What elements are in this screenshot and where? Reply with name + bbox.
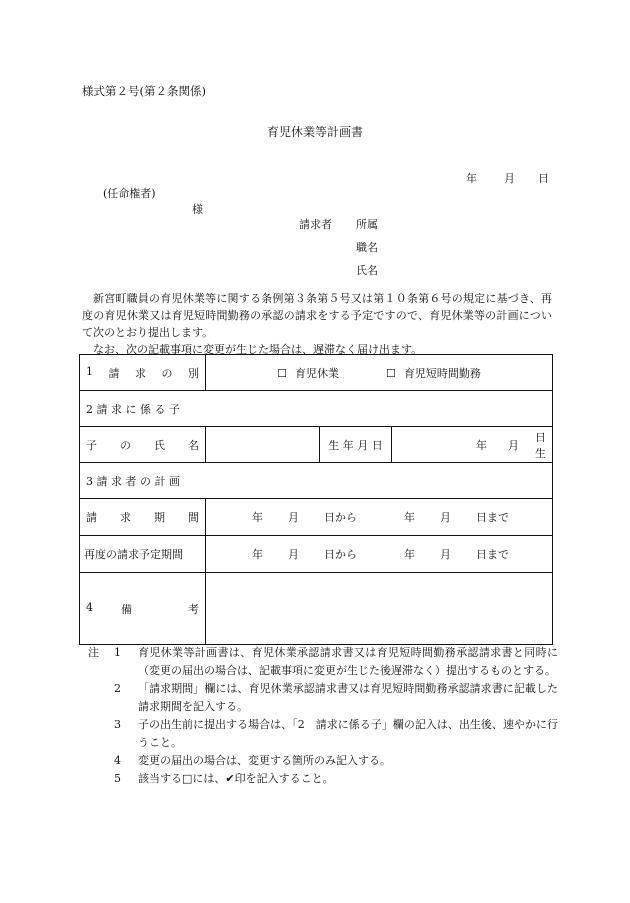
child-name-label-cell: [80, 427, 206, 463]
plan-section-label: 3 請 求 者 の 計 画: [80, 463, 553, 499]
re-period-start-from: 日から: [324, 548, 357, 561]
note-text: 「請求期間」欄には、育児休業承認請求書又は育児短時間勤務承認請求書に記載した請求期間を記入する。: [138, 682, 558, 713]
request-type-label-part: 別: [188, 366, 199, 380]
note-number: 4: [114, 754, 121, 767]
child-name-label-part: 名: [188, 438, 199, 452]
remarks-label-part: 備: [121, 602, 132, 616]
note-number: 1: [114, 646, 121, 659]
child-name-label-part: 子: [86, 438, 97, 452]
request-period-label-part: 請: [86, 511, 97, 524]
request-type-label-part: 請: [108, 366, 120, 380]
note-item: [88, 752, 558, 770]
request-period-row: [80, 499, 553, 536]
note-item: [88, 770, 558, 788]
remarks-row: [80, 573, 553, 645]
body-text: [82, 290, 552, 358]
short-hours-option: 育児短時間勤務: [403, 366, 481, 380]
remarks-label-part: 考: [188, 602, 199, 616]
child-section-label: 2 請 求 に 係 る 子: [80, 391, 553, 427]
note-number: 3: [114, 718, 121, 731]
date-month-label: 月: [504, 172, 515, 185]
re-request-period-row: [80, 536, 553, 573]
request-period-label-part: 期: [154, 511, 165, 524]
request-type-label-cell: [80, 355, 206, 391]
period-start-month: 月: [288, 511, 299, 524]
childcare-leave-checkbox[interactable]: ☐: [277, 366, 287, 380]
remarks-label-part: 4: [86, 600, 93, 614]
request-type-row: [80, 355, 553, 391]
name-label: 氏名: [356, 264, 378, 277]
request-type-label-part: 求: [135, 366, 146, 380]
note-number: 5: [114, 772, 121, 785]
request-period-label-part: 求: [120, 511, 131, 524]
request-period-label-part: 間: [188, 511, 199, 524]
body-paragraph-2: なお、次の記載事項に変更が生じた場合は、遅滞なく届け出ます。: [93, 343, 423, 356]
request-type-options: [206, 355, 553, 391]
job-title-label: 職名: [356, 241, 378, 254]
appointer-label: (任命権者): [103, 187, 156, 200]
birth-year-label: 年: [476, 438, 487, 452]
child-name-label-part: 氏: [154, 438, 165, 452]
date-day-label: 日: [538, 172, 549, 185]
note-text: 該当する□には、✔印を記入すること。: [138, 772, 334, 785]
child-name-label-part: の: [120, 438, 131, 452]
birth-date-input[interactable]: [392, 427, 553, 463]
re-period-start-month: 月: [288, 548, 299, 561]
remarks-input[interactable]: [206, 573, 553, 645]
re-period-end-until: 日まで: [476, 548, 509, 561]
requester-label: 請求者: [299, 218, 332, 231]
child-name-input[interactable]: [206, 427, 320, 463]
date-year-label: 年: [466, 172, 477, 185]
remarks-label-cell: [80, 573, 206, 645]
period-start-from: 日から: [324, 511, 357, 524]
note-number: 2: [114, 682, 121, 695]
childcare-leave-option: 育児休業: [295, 366, 339, 380]
request-period-input[interactable]: [206, 499, 553, 536]
birth-date-label: 生 年 月 日: [320, 427, 392, 463]
body-paragraph-1: 新宮町職員の育児休業等に関する条例第３条第５号又は第１０条第６号の規定に基づき、再度の育児休業又は育児短時間勤務の承認の請求をする予定ですので、育児休業等の計画について次のとおり提出します。: [82, 292, 552, 339]
request-type-label-part: の: [161, 366, 173, 380]
request-type-label-part: 1: [86, 364, 93, 378]
re-request-period-label: 再度の請求予定期間: [80, 536, 206, 573]
plan-section-row: [80, 463, 553, 499]
note-item: [88, 644, 558, 680]
period-end-month: 月: [440, 511, 451, 524]
period-end-year: 年: [404, 511, 415, 524]
affiliation-label: 所属: [356, 218, 378, 231]
re-request-period-input[interactable]: [206, 536, 553, 573]
birth-day-label: 日生: [535, 430, 546, 460]
note-text: 子の出生前に提出する場合は、「2 請求に係る子」欄の記入は、出生後、速やかに行うこと。: [138, 718, 558, 749]
note-text: 育児休業等計画書は、育児休業承認請求書又は育児短時間勤務承認請求書と同時に（変更の届出の場合は、記載事項に変更が生じた後遅滞なく）提出するものとする。: [138, 646, 558, 677]
note-item: [88, 716, 558, 752]
re-period-end-month: 月: [440, 548, 451, 561]
period-start-year: 年: [252, 511, 263, 524]
child-section-row: [80, 391, 553, 427]
honorific-sama: 様: [192, 203, 203, 216]
period-end-until: 日まで: [476, 511, 509, 524]
note-item: [88, 680, 558, 716]
form-number: 様式第２号(第２条関係): [82, 84, 206, 98]
short-hours-checkbox[interactable]: ☐: [386, 366, 396, 380]
plan-table: [79, 354, 553, 645]
notes-section: [88, 644, 558, 788]
notes-heading: 注: [88, 646, 99, 659]
birth-month-label: 月: [508, 438, 519, 452]
re-period-start-year: 年: [252, 548, 263, 561]
request-period-label-cell: [80, 499, 206, 536]
child-info-row: [80, 427, 553, 463]
re-period-end-year: 年: [404, 548, 415, 561]
note-text: 変更の届出の場合は、変更する箇所のみ記入する。: [138, 754, 391, 767]
document-title: 育児休業等計画書: [266, 125, 363, 139]
